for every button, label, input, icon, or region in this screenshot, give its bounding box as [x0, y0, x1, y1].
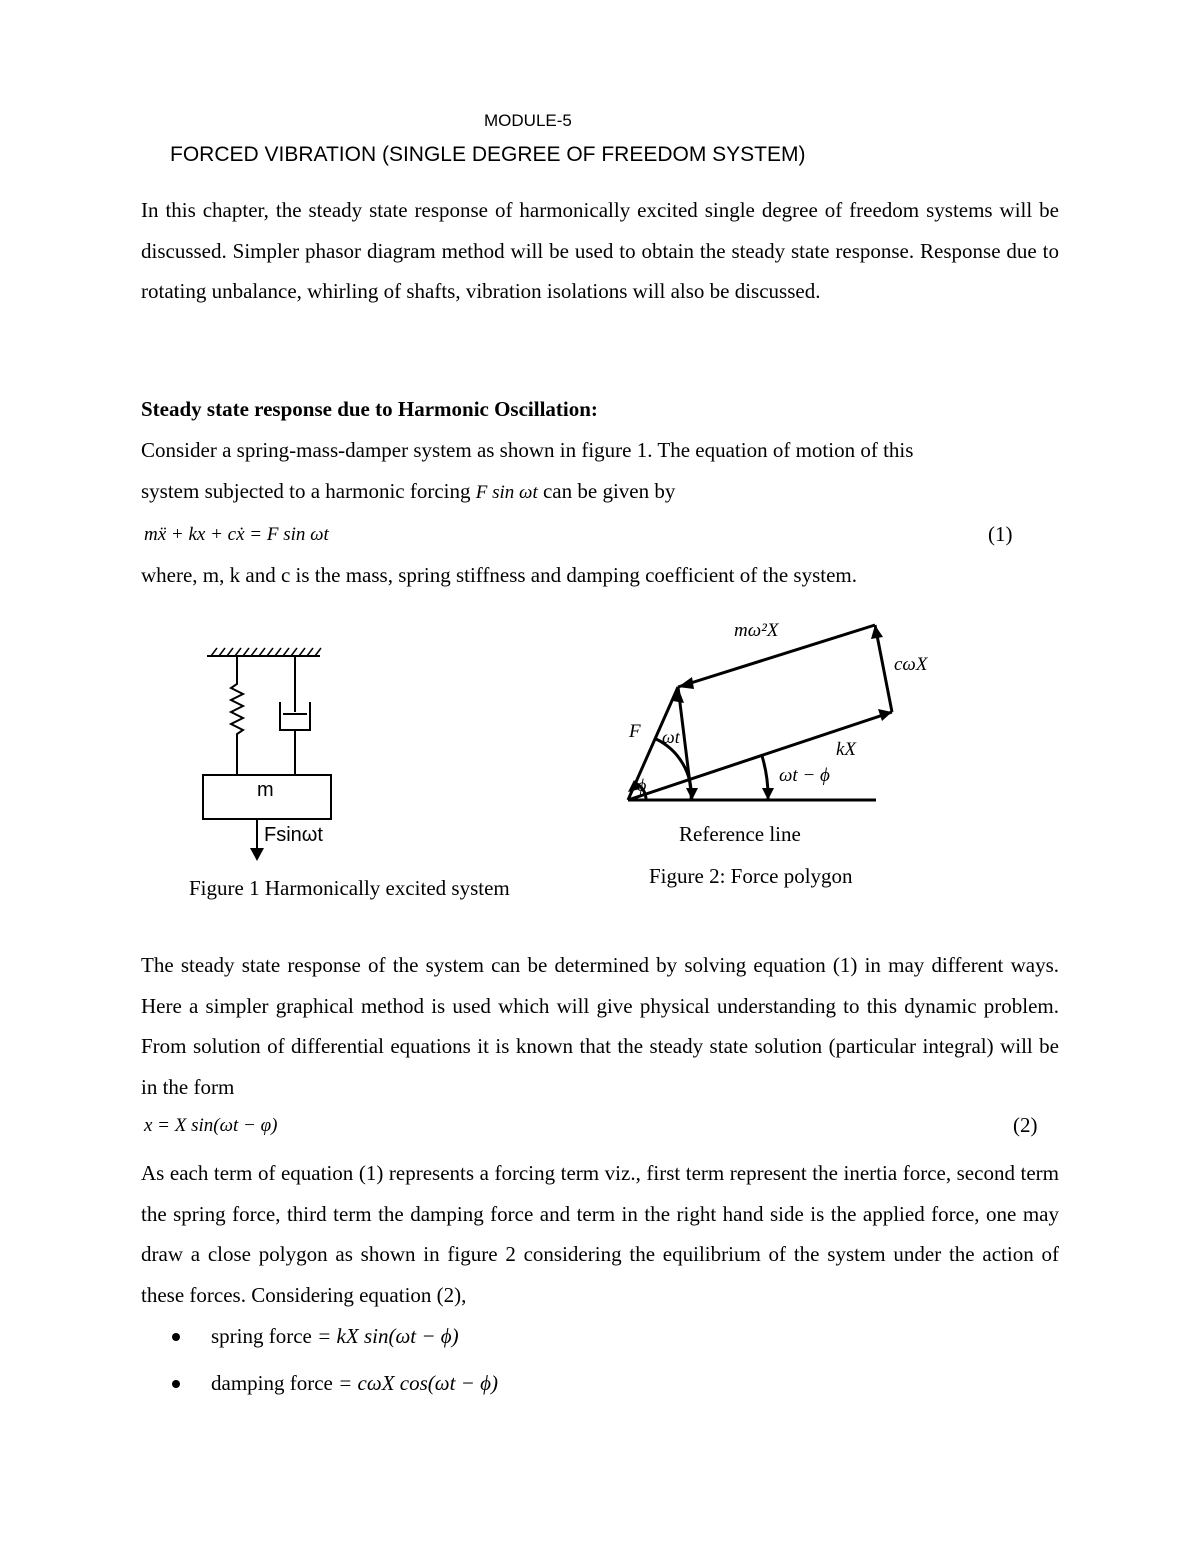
- label-wt-minus-phi: ωt − ϕ: [779, 765, 830, 786]
- section-heading: Steady state response due to Harmonic Oscillation:: [141, 397, 598, 421]
- section-line-2: [141, 479, 675, 504]
- figure-1-caption: Figure 1 Harmonically excited system: [189, 876, 510, 900]
- bullet-dot: [172, 1380, 180, 1388]
- label-spring-force: kX: [836, 739, 857, 760]
- body-paragraph-1: The steady state response of the system can be determined by solving equation (1) in may different ways. Here a simpler graphical method is used which will give physical understanding to this dynamic problem. From solution of differential equations it is known that the steady state solution (particular integral) will be in the form: [141, 953, 1059, 1099]
- intro-paragraph: In this chapter, the steady state response of harmonically excited single degree of freedom systems will be discussed. Simpler phasor diagram method will be used to obtain the steady state response. Response due to rotating unbalance, whirling of shafts, vibration isolations will also be discussed.: [141, 198, 1059, 303]
- bullet-dot: [172, 1333, 180, 1341]
- spring: [231, 656, 243, 775]
- arrow-head-kx: [878, 709, 892, 721]
- equation-2: x = X sin(ωt − φ): [144, 1115, 278, 1136]
- arrow-head-mw2x: [678, 677, 694, 689]
- label-applied-force: F: [629, 721, 641, 742]
- equation-1: mẍ + kx + cẋ = F sin ωt: [144, 524, 329, 545]
- label-damping-force: cωX: [894, 654, 928, 675]
- bullet-spring-force: [211, 1324, 459, 1349]
- force-arrow-head: [250, 848, 264, 861]
- figure-2-caption: Figure 2: Force polygon: [649, 864, 853, 888]
- label-phi: ϕ: [637, 775, 647, 795]
- damping-force-vector: [875, 625, 892, 712]
- label-wt: ωt: [662, 727, 680, 747]
- label-inertia-force: mω²X: [734, 620, 779, 641]
- mass-label: m: [257, 779, 274, 801]
- where-line: where, m, k and c is the mass, spring stiffness and damping coefficient of the system.: [141, 563, 857, 587]
- equation-2-number: (2): [1013, 1113, 1038, 1137]
- arrow-head-wt-phi: [762, 788, 774, 800]
- equation-1-number: (1): [988, 522, 1013, 546]
- line2-suffix: can be given by: [537, 479, 676, 503]
- bullet-math: = cωX cos(ωt − ϕ): [338, 1371, 498, 1395]
- figure-2-force-polygon: [620, 615, 900, 815]
- force-label: Fsinωt: [264, 824, 323, 846]
- module-label: MODULE-5: [484, 111, 572, 130]
- page-title: FORCED VIBRATION (SINGLE DEGREE OF FREEDOM SYSTEM): [170, 143, 806, 166]
- line2-prefix: system subjected to a harmonic forcing: [141, 479, 476, 503]
- reference-line-label: Reference line: [679, 822, 801, 846]
- forcing-term: F sin ωt: [475, 482, 538, 503]
- bullet-math: = kX sin(ωt − ϕ): [317, 1324, 459, 1348]
- section-line-1: Consider a spring-mass-damper system as shown in figure 1. The equation of motion of this: [141, 438, 914, 462]
- body-paragraph-2: As each term of equation (1) represents a forcing term viz., first term represent the inertia force, second term the spring force, third term the damping force and term in the right hand side is the applied force, one may draw a close polygon as shown in figure 2 considering the equilibrium of the system under the action of these forces. Considering equation (2),: [141, 1161, 1059, 1307]
- bullet-label: damping force: [211, 1371, 339, 1395]
- arrow-head-wt: [686, 788, 698, 800]
- support-hatching: [211, 648, 321, 656]
- bullet-label: spring force: [211, 1324, 318, 1348]
- bullet-damping-force: [211, 1371, 498, 1396]
